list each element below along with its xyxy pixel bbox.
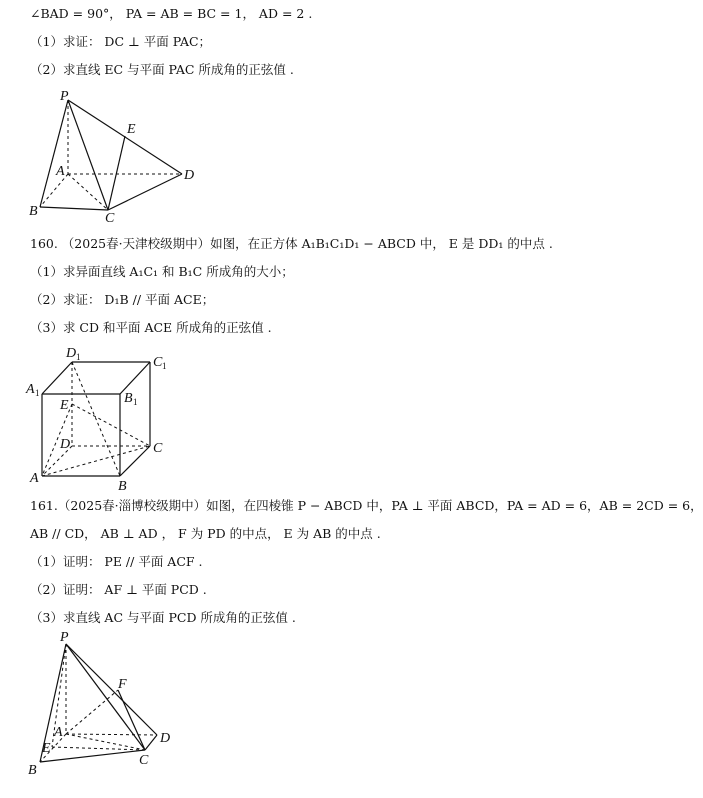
p160-label-C: C	[153, 441, 163, 456]
p160-label-D: D	[60, 437, 71, 452]
p160-question-3: （3）求 CD 和平面 ACE 所成角的正弦值 .	[30, 320, 272, 335]
p160-question-2: （2）求证： D₁B // 平面 ACE；	[30, 292, 215, 307]
p161-label-C: C	[139, 753, 149, 768]
p161-question-1: （1）证明： PE // 平面 ACF .	[30, 554, 203, 569]
p161-label-B: B	[28, 763, 37, 778]
p159-label-E: E	[127, 122, 136, 137]
p161-label-E: E	[42, 741, 51, 756]
p161-label-F: F	[118, 677, 127, 692]
p159-label-D: D	[184, 168, 195, 183]
p161-label-P: P	[60, 630, 69, 645]
p160-label-A1-sub: 1	[35, 388, 40, 398]
p160-label-A: A	[30, 471, 39, 486]
p161-label-A: A	[54, 725, 63, 740]
p160-label-C1: C	[153, 355, 163, 370]
p160-label-D1: D	[66, 346, 77, 361]
p161-label-D: D	[160, 731, 171, 746]
p160-stem: 160. （2025春·天津校级期中）如图，在正方体 A₁B₁C₁D₁ − ABCD 中， E 是 DD₁ 的中点 .	[30, 236, 553, 251]
p159-label-P: P	[60, 89, 69, 104]
p160-label-C1-sub: 1	[162, 361, 167, 371]
p159-question-1: （1）求证： DC ⊥ 平面 PAC；	[30, 34, 212, 49]
p161-stem: 161.（2025春·淄博校级期中）如图，在四棱锥 P − ABCD 中，PA ⊥ 平面 ABCD，PA = AD = 6，AB = 2CD = 6，	[30, 498, 703, 513]
p159-question-2: （2）求直线 EC 与平面 PAC 所成角的正弦值 .	[30, 62, 294, 77]
p159-label-B: B	[29, 204, 38, 219]
p160-label-B1: B	[124, 391, 133, 406]
p160-question-1: （1）求异面直线 A₁C₁ 和 B₁C 所成角的大小；	[30, 264, 294, 279]
p160-label-B1-sub: 1	[133, 397, 138, 407]
p159-given: ∠BAD = 90°， PA = AB = BC = 1， AD = 2 .	[30, 6, 313, 21]
p160-label-D1-sub: 1	[76, 352, 81, 362]
p160-label-E: E	[60, 398, 69, 413]
p161-question-2: （2）证明： AF ⊥ 平面 PCD .	[30, 582, 207, 597]
p161-conditions: AB // CD， AB ⊥ AD ， F 为 PD 的中点， E 为 AB 的中点 .	[30, 526, 381, 541]
p161-question-3: （3）求直线 AC 与平面 PCD 所成角的正弦值 .	[30, 610, 296, 625]
p159-label-A: A	[56, 164, 65, 179]
p161-edges	[40, 644, 157, 762]
p160-label-B: B	[118, 479, 127, 494]
p160-label-A1: A	[26, 382, 35, 397]
p159-label-C: C	[105, 211, 115, 226]
